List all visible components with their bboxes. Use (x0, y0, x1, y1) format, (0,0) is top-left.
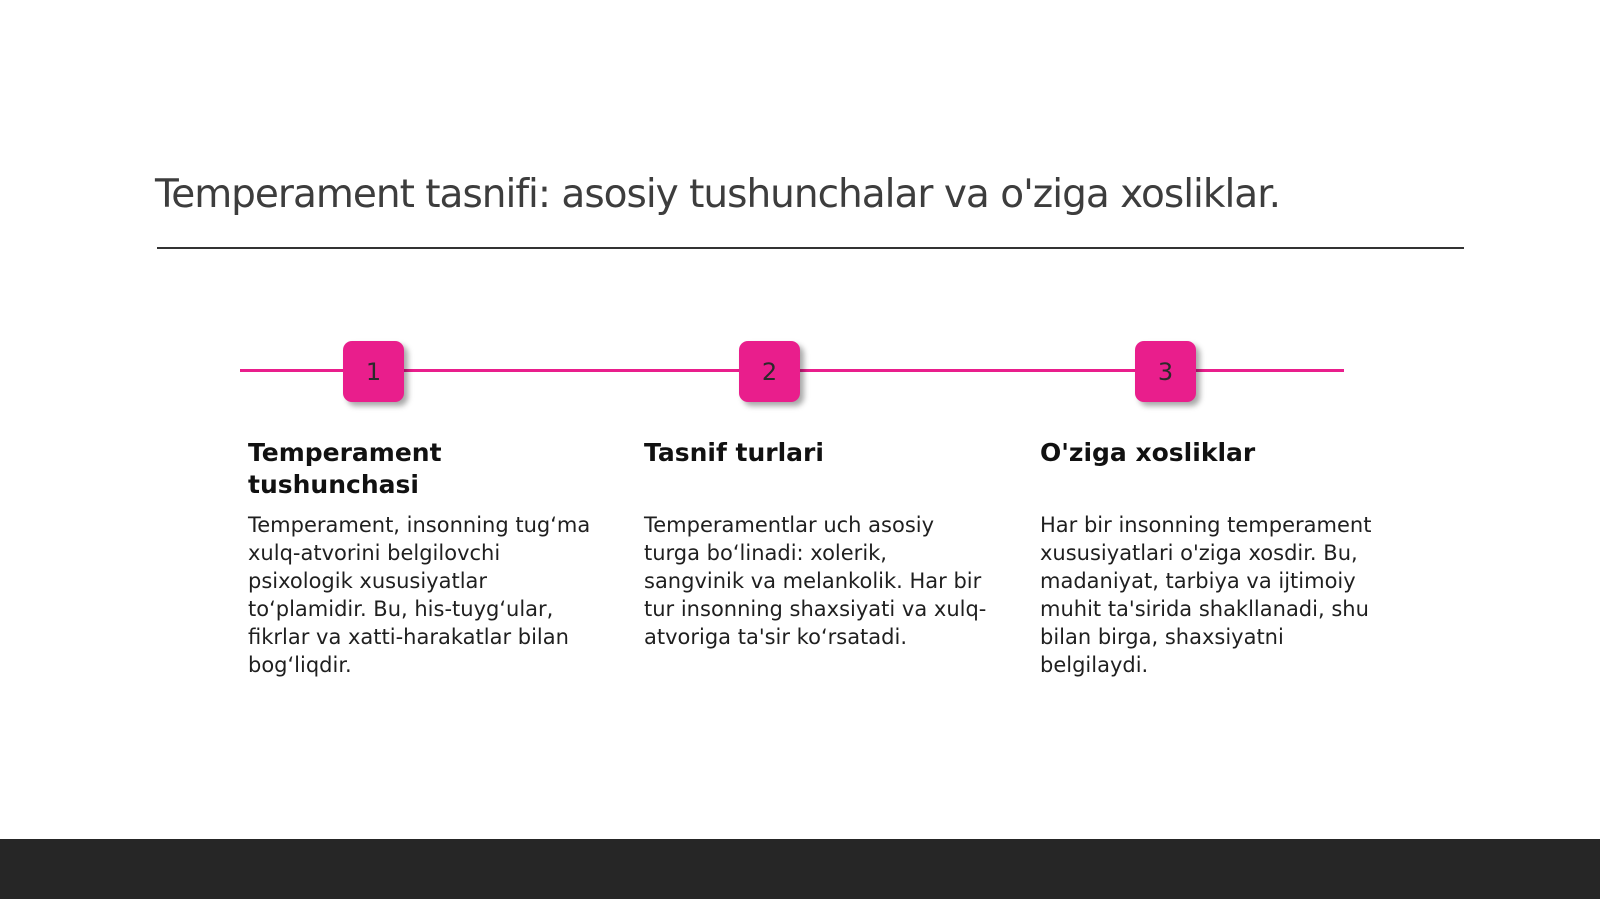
step-2-heading: Tasnif turlari (644, 438, 824, 467)
step-1-card (248, 437, 593, 677)
step-2-marker: 2 (739, 341, 800, 402)
slide-title: Temperament tasnifi: asosiy tushunchalar va o'ziga xosliklar. (155, 172, 1281, 217)
step-1-marker: 1 (343, 341, 404, 402)
title-divider (157, 247, 1464, 249)
step-2-body: Temperamentlar uch asosiy turga bo‘linadi: xolerik, sangvinik va melankolik. Har bir tur insonning shaxsiyati va xulq-atvoriga ta'sir ko‘rsatadi. (644, 513, 987, 649)
step-2-card (644, 437, 989, 649)
step-3-body: Har bir insonning temperament xususiyatlari o'ziga xosdir. Bu, madaniyat, tarbiya va ijtimoiy muhit ta'sirida shakllanadi, shu bilan birga, shaxsiyatni belgilaydi. (1040, 513, 1372, 677)
step-1-body: Temperament, insonning tug‘ma xulq-atvorini belgilovchi psixologik xususiyatlar to‘plamidir. Bu, his-tuyg‘ular, fikrlar va xatti-harakatlar bilan bog‘liqdir. (248, 513, 591, 677)
step-3-marker: 3 (1135, 341, 1196, 402)
step-3-heading: O'ziga xosliklar (1040, 438, 1256, 467)
step-3-card (1040, 437, 1385, 677)
step-1-heading: Temperament tushunchasi (248, 438, 442, 499)
footer-bar (0, 839, 1600, 899)
